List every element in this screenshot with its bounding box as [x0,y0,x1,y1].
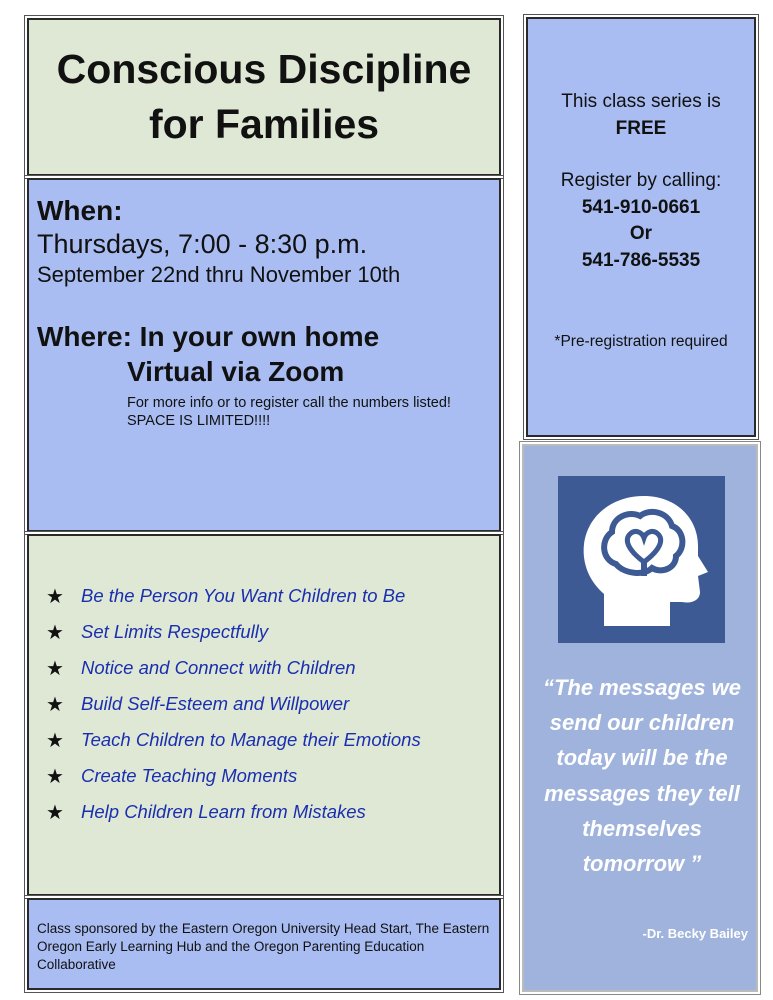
topic-text: Create Teaching Moments [81,765,298,786]
page-title [57,42,472,153]
topic-text: Set Limits Respectfully [81,621,269,642]
list-item [29,722,499,758]
list-item [29,650,499,686]
preregistration-note: *Pre-registration required [554,332,728,350]
list-item [29,578,499,614]
register-label: Register by calling: [560,170,722,192]
quote-author: -Dr. Becky Bailey [642,926,748,941]
star-icon: ★ [46,585,64,608]
sponsor-text: Class sponsored by the Eastern Oregon University Head Start, The Eastern Oregon Early Learning Hub and the Oregon Parenting Education Collaborative [37,921,490,973]
star-icon: ★ [46,657,64,680]
free-label: FREE [615,117,667,139]
heart-brain-logo-icon [558,476,725,643]
star-icon: ★ [46,765,64,788]
topic-text: Teach Children to Manage their Emotions [81,729,421,750]
where-info-line: For more info or to register call the numbers listed! [127,394,451,411]
title-line-1: Conscious Discipline [56,45,472,92]
sponsor-footer [27,898,501,990]
phone-number-2: 541-786-5535 [581,249,701,271]
star-icon: ★ [46,621,64,644]
where-info [127,394,487,430]
phone-number-1: 541-910-0661 [581,196,701,218]
space-limited-note: SPACE IS LIMITED!!!! [127,413,271,430]
title-panel [27,18,501,176]
when-time: Thursdays, 7:00 - 8:30 p.m. [37,228,368,259]
topics-panel [27,534,501,896]
free-intro: This class series is [561,91,721,112]
star-icon: ★ [46,729,64,752]
registration-panel [526,17,756,437]
list-item [29,758,499,794]
quote-text: “The messages we send our children today will be the messages they tell themselves tomorrow ” [542,675,742,876]
list-item [29,614,499,650]
topic-text: Build Self-Esteem and Willpower [81,693,350,714]
or-label: Or [629,223,653,245]
topic-text: Notice and Connect with Children [81,657,356,678]
star-icon: ★ [46,693,64,716]
when-label: When: [37,195,123,226]
where-label: Where: In your own home [37,320,380,352]
list-item [29,794,499,830]
where-virtual: Virtual via Zoom [127,355,345,387]
title-line-2: for Families [148,101,380,147]
star-icon: ★ [46,801,64,824]
topic-text: Help Children Learn from Mistakes [81,801,366,822]
topic-text: Be the Person You Want Children to Be [81,585,406,606]
when-dates: September 22nd thru November 10th [37,262,401,288]
quote-panel [522,444,758,992]
when-where-panel [27,178,501,532]
list-item [29,686,499,722]
